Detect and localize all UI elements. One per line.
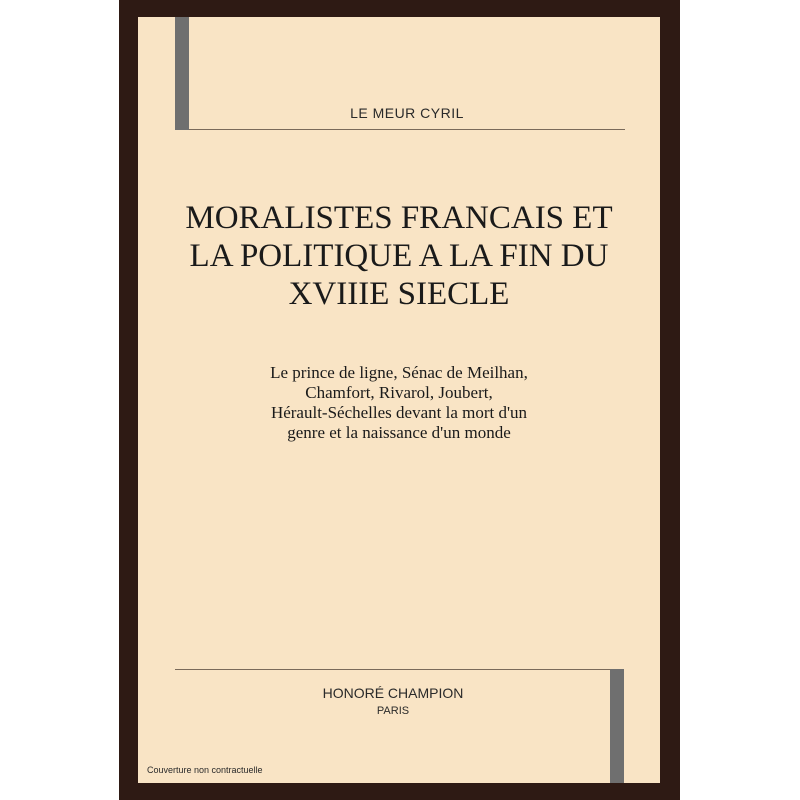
bottom-rule [175,669,611,670]
top-accent-bar [175,17,189,130]
subtitle-line: Le prince de ligne, Sénac de Meilhan, [270,363,528,382]
subtitle-line: Hérault-Séchelles devant la mort d'un [270,403,528,422]
book-subtitle [178,363,620,443]
publisher-city: PARIS [376,705,410,717]
author-name: LE MEUR CYRIL [350,105,464,121]
subtitle-line: Chamfort, Rivarol, Joubert, [305,383,493,402]
book-cover [119,0,680,800]
publisher-name: HONORÉ CHAMPION [322,685,464,701]
title-line: MORALISTES FRANCAIS ET [185,200,613,236]
title-line: XVIIIE SIECLE [288,276,510,312]
book-title [158,199,640,313]
subtitle-line: genre et la naissance d'un monde [287,423,511,442]
bottom-accent-bar [610,669,624,783]
top-rule [189,129,625,130]
cover-disclaimer: Couverture non contractuelle [147,765,263,775]
title-line: LA POLITIQUE A LA FIN DU [189,238,609,274]
cover-page [138,17,660,783]
